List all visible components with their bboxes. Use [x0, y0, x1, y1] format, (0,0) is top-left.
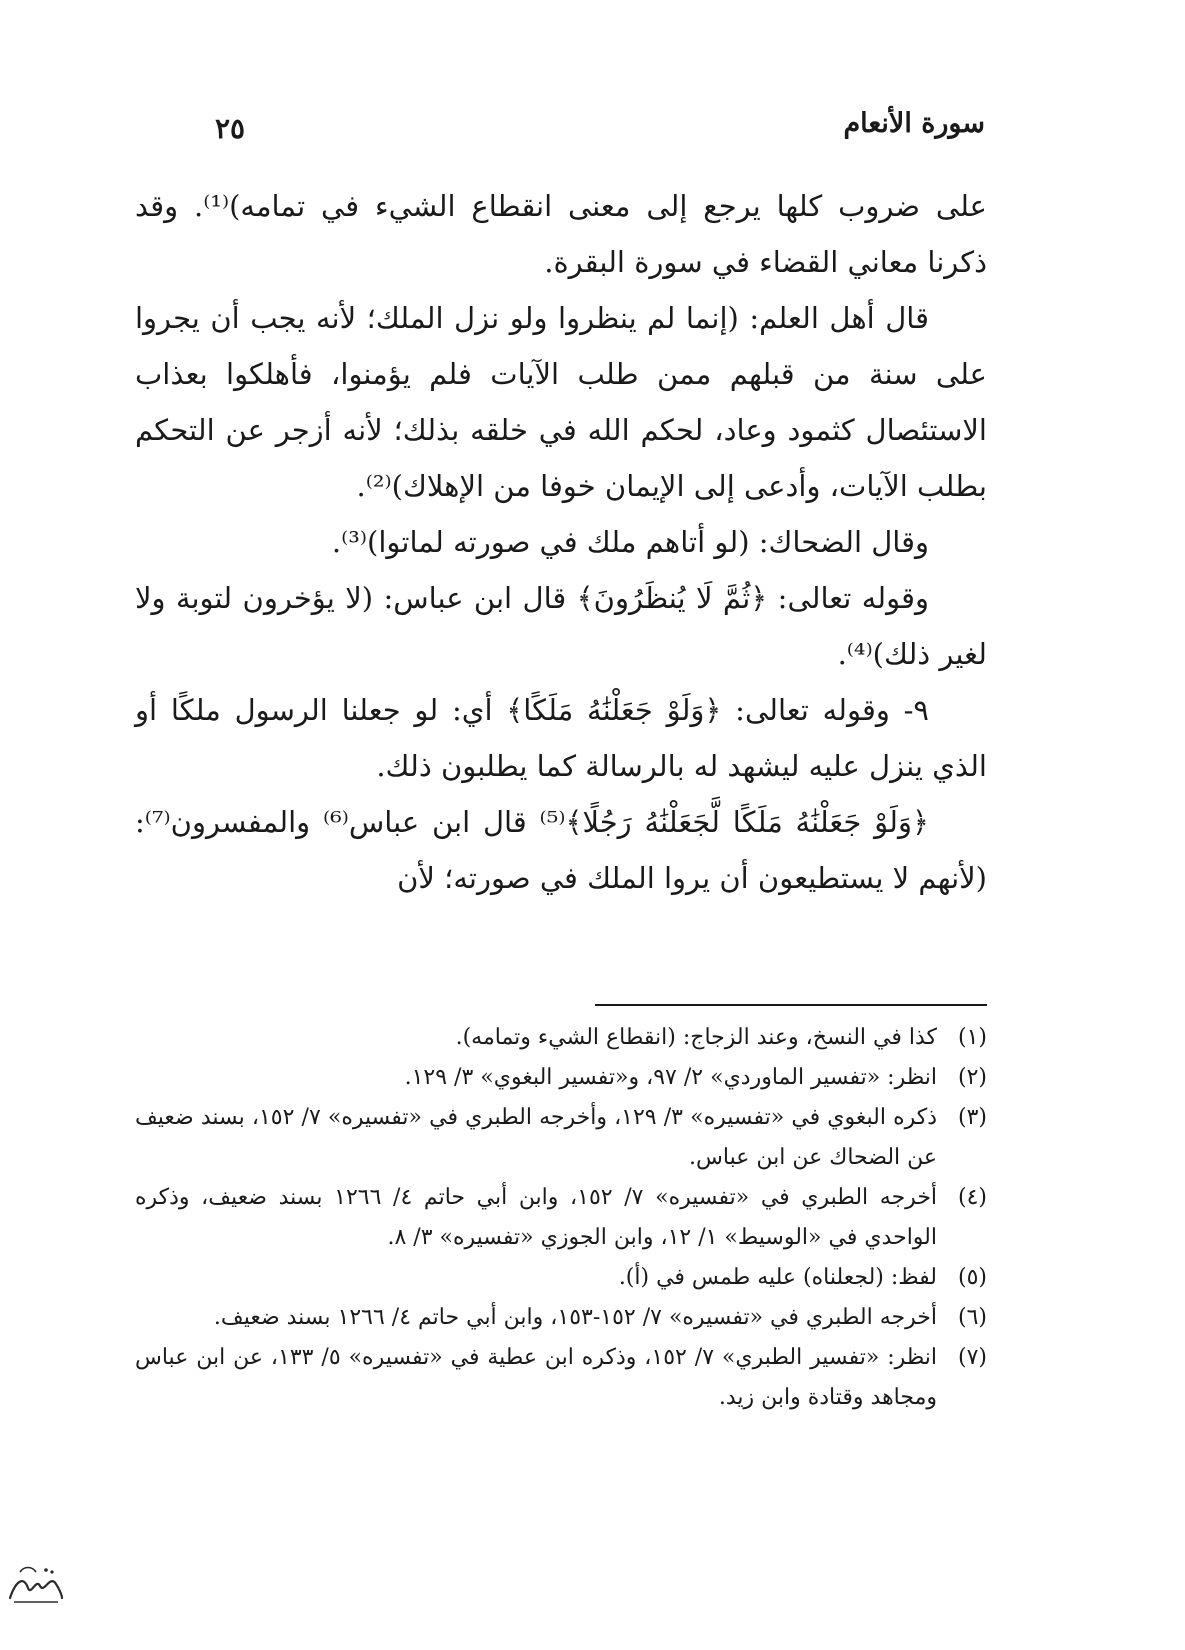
- footnote-number: (٥): [957, 1265, 987, 1290]
- paragraph: قال أهل العلم: (إنما لم ينظروا ولو نزل الملك؛ لأنه يجب أن يجروا على سنة من قبلهم ممن طلب الآيات فلم يؤمنوا، فأهلكوا بعذاب الاستئصال كثمود وعاد، لحكم الله في خلقه بذلك؛ لأنه أزجر عن التحكم بطلب الآيات، وأدعى إلى الإيمان خوفا من الإهلاك)⁽²⁾.: [135, 301, 987, 503]
- footnote-number: (٣): [957, 1105, 987, 1130]
- footnote-text: أخرجه الطبري في «تفسيره» ٧/ ١٥٢-١٥٣، وابن أبي حاتم ٤/ ١٢٦٦ بسند ضعيف.: [213, 1305, 937, 1330]
- footnote-number: (٧): [957, 1345, 987, 1370]
- page-number: ٢٥: [215, 112, 246, 145]
- paragraph: ﴿وَلَوْ جَعَلْنَٰهُ مَلَكًا لَّجَعَلْنَٰهُ رَجُلًا﴾⁽⁵⁾ قال ابن عباس⁽⁶⁾ والمفسرون⁽⁷⁾: (لأنهم لا يستطيعون أن يروا الملك في صورته؛ لأن: [135, 805, 987, 895]
- footnote: [135, 1178, 987, 1258]
- footnote-text: انظر: «تفسير الماوردي» ٢/ ٩٧، و«تفسير البغوي» ٣/ ١٢٩.: [404, 1065, 937, 1090]
- footnote-text: أخرجه الطبري في «تفسيره» ٧/ ١٥٢، وابن أبي حاتم ٤/ ١٢٦٦ بسند ضعيف، وذكره الواحدي في «الوسيط» ١/ ١٢، وابن الجوزي «تفسيره» ٣/ ٨.: [135, 1185, 938, 1250]
- footnote-number: (٤): [957, 1185, 987, 1210]
- footnote-divider: [595, 1004, 987, 1006]
- main-text: [135, 178, 987, 906]
- page-header: [215, 108, 985, 158]
- footnote-text: لفظ: (لجعلناه) عليه طمس في (أ).: [618, 1265, 937, 1290]
- footnote: [135, 1098, 987, 1178]
- publisher-logo-icon: [6, 1558, 66, 1610]
- footnote-number: (٢): [957, 1065, 987, 1090]
- footnote-text: انظر: «تفسير الطبري» ٧/ ١٥٢، وذكره ابن عطية في «تفسيره» ٥/ ١٣٣، عن ابن عباس ومجاهد وقتادة وابن زيد.: [135, 1345, 938, 1410]
- paragraph: على ضروب كلها يرجع إلى معنى انقطاع الشيء في تمامه)⁽¹⁾. وقد ذكرنا معاني القضاء في سورة البقرة.: [135, 189, 987, 279]
- footnote: [135, 1338, 987, 1418]
- footnote-text: كذا في النسخ، وعند الزجاج: (انقطاع الشيء وتمامه).: [455, 1025, 937, 1050]
- footnote: [135, 1018, 987, 1058]
- footnote-number: (١): [957, 1025, 987, 1050]
- footnotes: [135, 1018, 987, 1418]
- running-title: سورة الأنعام: [843, 108, 985, 139]
- paragraph: ٩- وقوله تعالى: ﴿وَلَوْ جَعَلْنَٰهُ مَلَكًا﴾ أي: لو جعلنا الرسول ملكًا أو الذي ينزل عليه ليشهد له بالرسالة كما يطلبون ذلك.: [135, 693, 987, 783]
- footnote-number: (٦): [957, 1305, 987, 1330]
- paragraph: وقال الضحاك: (لو أتاهم ملك في صورته لماتوا)⁽³⁾.: [331, 525, 929, 559]
- paragraph: وقوله تعالى: ﴿ثُمَّ لَا يُنظَرُونَ﴾ قال ابن عباس: (لا يؤخرون لتوبة ولا لغير ذلك)⁽⁴⁾.: [135, 581, 987, 671]
- footnote: [135, 1258, 987, 1298]
- footnote: [135, 1058, 987, 1098]
- footnote-text: ذكره البغوي في «تفسيره» ٣/ ١٢٩، وأخرجه الطبري في «تفسيره» ٧/ ١٥٢، بسند ضعيف عن الضحاك عن ابن عباس.: [135, 1105, 937, 1170]
- footnote: [135, 1298, 987, 1338]
